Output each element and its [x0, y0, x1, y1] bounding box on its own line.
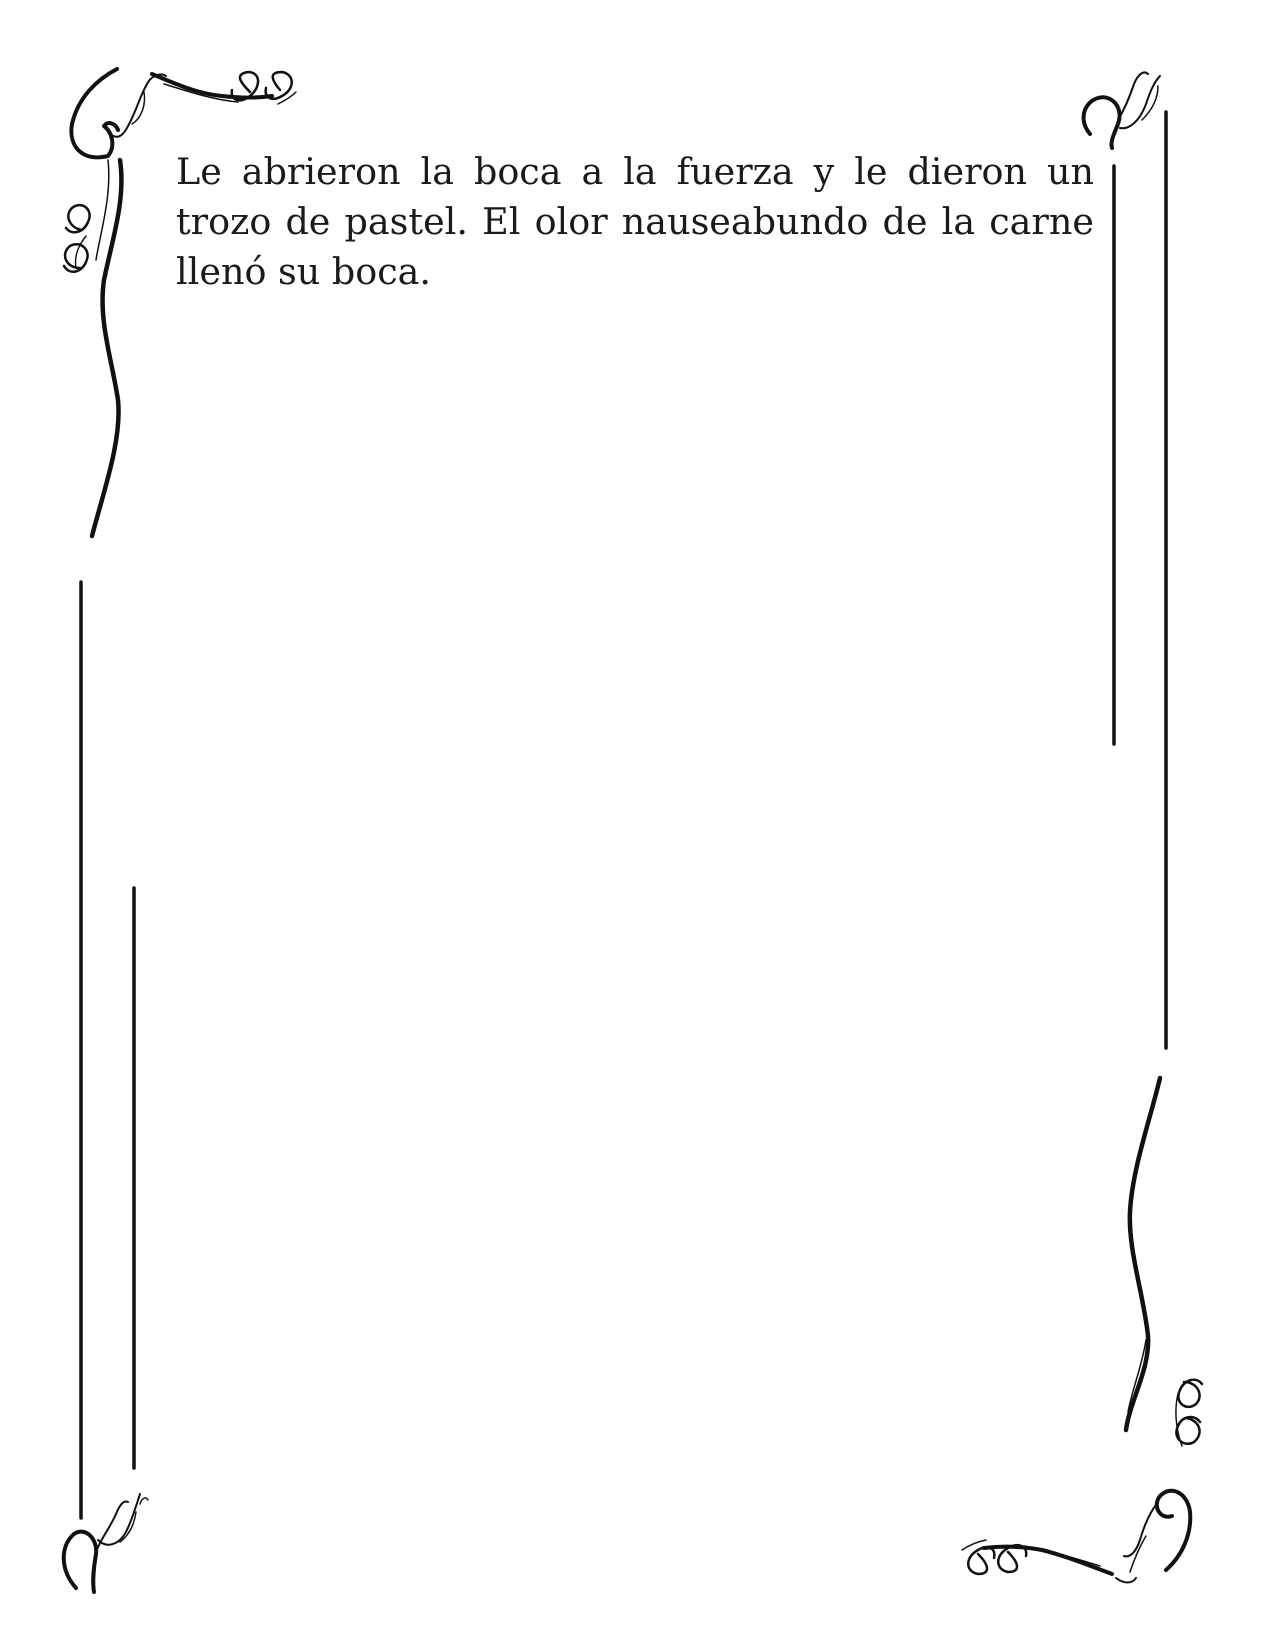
top-left-flourish-icon	[64, 69, 296, 536]
top-right-flourish-icon	[1084, 72, 1160, 148]
story-paragraph: Le abrieron la boca a la fuerza y le dieron un trozo de pastel. El olor nauseabundo de la carne llenó su boca.	[176, 150, 1094, 293]
bottom-right-flourish-icon	[962, 1078, 1202, 1583]
bottom-left-flourish-icon	[64, 1494, 148, 1592]
